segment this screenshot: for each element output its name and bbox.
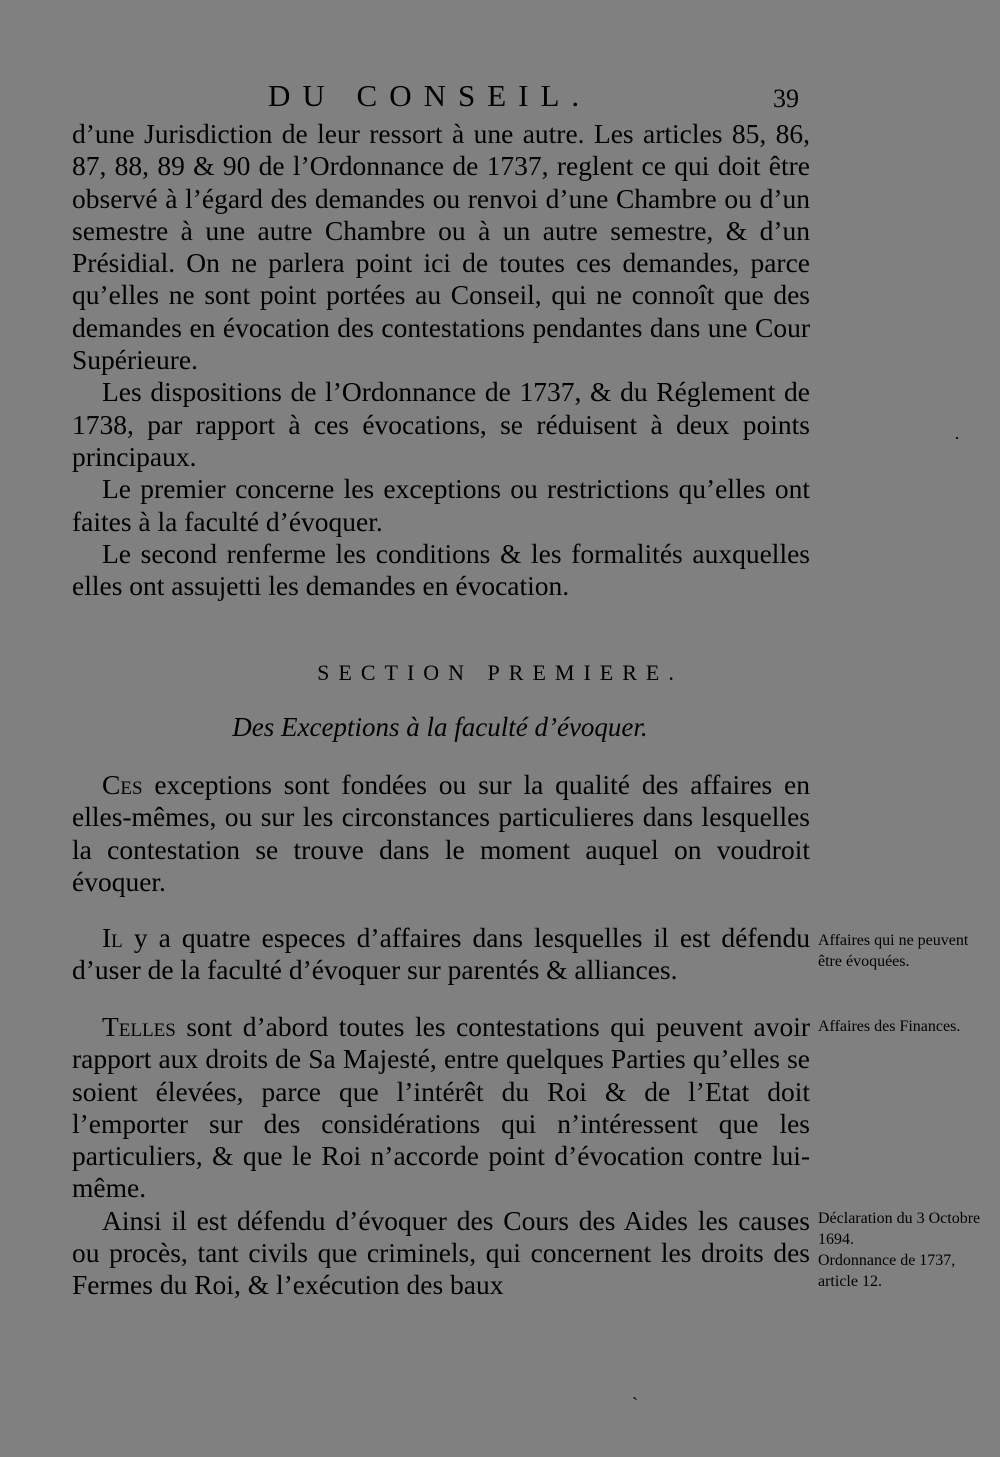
paragraph-dispositions: Les dispositions de l’Ordonnance de 1737, & du Réglement de 1738, par rapport à ces évocations, se réduisent à deux points principaux.: [72, 376, 810, 472]
margin-note-declaration: Déclaration du 3 Octobre 1694.: [818, 1210, 981, 1248]
ink-speck: ˎ: [632, 1380, 638, 1400]
paragraph-four-kinds: [72, 922, 810, 987]
paragraph-text: exceptions sont fondées ou sur la qualité des affaires en elles-mêmes, ou sur les circonstances particulieres dans lesquelles la contestation se trouve dans le moment auquel on voudroit évoquer.: [72, 769, 811, 897]
running-title: DU CONSEIL.: [268, 78, 592, 113]
margin-note-ordonnance: Ordonnance de 1737, article 12.: [818, 1252, 956, 1290]
paragraph-cours-des-aides: Ainsi il est défendu d’évoquer des Cours des Aides les causes ou procès, tant civils que criminels, qui concernent les droits des Fermes du Roi, & l’exécution des baux: [72, 1204, 810, 1301]
paragraph-jurisdiction: d’une Jurisdiction de leur ressort à une autre. Les articles 85, 86, 87, 88, 89 & 90 de l’Ordonnance de 1737, reglent ce qui doit être observé à l’égard des demandes ou renvoi d’une Chambre ou d’un semestre à une autre Chambre ou à un autre semestre, & d’un Présidial. On ne parlera point ici de toutes ces demandes, parce qu’elles ne sont point portées au Conseil, qui ne connoît que des demandes en évocation des contestations pendantes dans une Cour Supérieure.: [72, 118, 810, 376]
initial-word: Telles: [102, 1011, 176, 1042]
section-subtitle: Des Exceptions à la faculté d’évoquer.: [232, 712, 648, 742]
margin-note-references: [818, 1208, 986, 1292]
section-title: SECTION PREMIERE.: [317, 660, 683, 685]
paragraph-text: y a quatre especes d’affaires dans lesquelles il est défendu d’user de la faculté d’évoquer sur parentés & alliances.: [72, 922, 810, 986]
paragraph-first-point: Le premier concerne les exceptions ou restrictions qu’elles ont faites à la faculté d’évoquer.: [72, 473, 810, 537]
ink-speck: ·: [954, 428, 960, 448]
closing-text-block: [72, 1011, 810, 1302]
paragraph-exceptions: [72, 769, 810, 898]
initial-word: Ces: [102, 769, 143, 800]
initial-word: Il: [102, 922, 123, 953]
margin-note-affaires: Affaires qui ne peuvent être évoquées.: [818, 932, 969, 970]
paragraph-text: sont d’abord toutes les contestations qui peuvent avoir rapport aux droits de Sa Majesté, entre quelques Parties qu’elles se soient élevées, parce que l’intérêt du Roi & de l’Etat doit l’emporter sur des considérations qui n’intéressent que les particuliers, & que le Roi n’accorde point d’évocation contre lui-même.: [72, 1011, 810, 1204]
margin-note-finances: Affaires des Finances.: [818, 1018, 961, 1035]
paragraph-second-point: Le second renferme les conditions & les formalités auxquelles elles ont assujetti les demandes en évocation.: [72, 537, 810, 602]
opening-text-block: [72, 118, 810, 602]
page-number: 39: [773, 84, 799, 113]
